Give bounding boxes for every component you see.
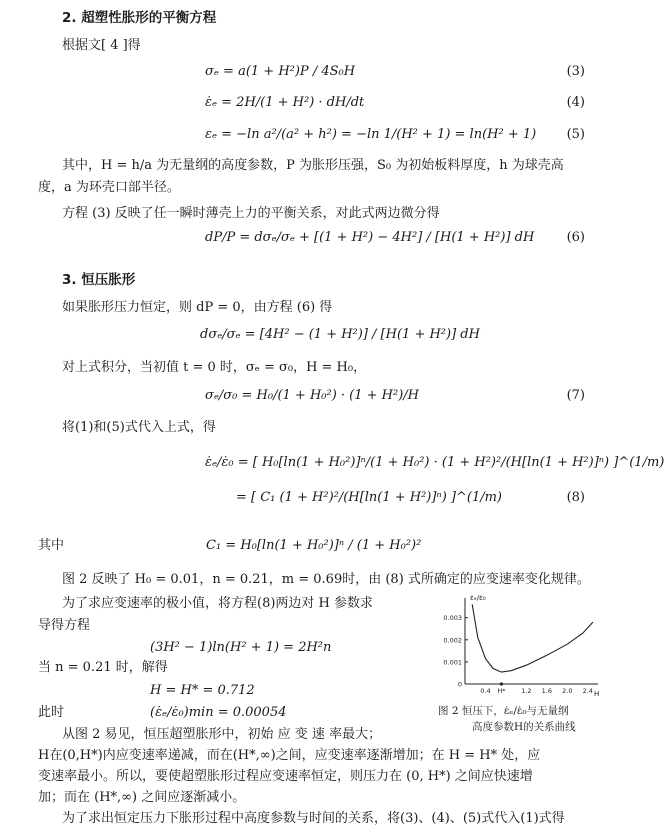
x-tick-label-2: 1.2 — [521, 687, 532, 695]
figure-observation-line-3: 变速率最小。所以，要使超塑胀形过程应变速率恒定，则压力在 (0, H*) 之间应快速增 — [38, 769, 533, 784]
definitions-line-2: 度，a 为环壳口部半径。 — [38, 180, 180, 195]
y-tick-label-0: 0.003 — [443, 614, 462, 623]
figure-2-chart — [430, 592, 605, 702]
minimum-intro-line-1: 为了求应变速率的极小值，将方程(8)两边对 H 参数求 — [62, 596, 374, 611]
n-value-text: 当 n = 0.21 时，解得 — [38, 660, 168, 675]
y-tick-label-1: 0.002 — [443, 636, 462, 645]
eq3-explanation: 方程 (3) 反映了任一瞬时薄壳上力的平衡关系，对此式两边微分得 — [62, 206, 440, 221]
equation-7-number: (7) — [566, 388, 585, 403]
x-axis-label: H — [594, 690, 600, 698]
figure-2-description: 图 2 反映了 H₀ = 0.01，n = 0.21，m = 0.69时，由 (8) 式所确定的应变速率变化规律。 — [62, 572, 590, 587]
equation-3-number: (3) — [566, 64, 585, 79]
section-2-title: 2. 超塑性胀形的平衡方程 — [62, 10, 217, 26]
where-label: 其中 — [38, 538, 65, 553]
figure-observation-line-2: H在(0,H*)内应变速率递减，而在(H*,∞)之间，应变速率逐渐增加；在 H = H* 处，应 — [38, 748, 541, 763]
x-tick-label-1: H* — [497, 687, 506, 695]
definitions-line-1: 其中，H = h/a 为无量纲的高度参数，P 为胀形压强，S₀ 为初始板料厚度，h 为球壳高 — [62, 158, 564, 173]
equation-4-number: (4) — [566, 95, 585, 110]
equation-7: σₑ/σ₀ = H₀/(1 + H₀²) · (1 + H²)/H — [205, 388, 420, 403]
equation-dsigma: dσₑ/σₑ = [4H² − (1 + H²)] / [H(1 + H²)] dH — [200, 327, 480, 342]
equation-6: dP/P = dσₑ/σₑ + [(1 + H²) − 4H²] / [H(1 + H²)] dH — [205, 230, 535, 245]
equation-derivative: (3H² − 1)ln(H² + 1) = 2H²n — [150, 640, 332, 655]
y-axis-label: ε̇ₑ/ε̇₀ — [470, 594, 486, 602]
x-tick-label-3: 1.6 — [541, 687, 553, 695]
figure-observation-line-4: 加；而在 (H*,∞) 之间应逐渐减小。 — [38, 790, 246, 805]
final-paragraph: 为了求出恒定压力下胀形过程中高度参数与时间的关系，将(3)、(4)、(5)式代入(1)式得 — [62, 811, 565, 826]
equation-4: ε̇ₑ = 2H/(1 + H²) · dH/dt — [205, 95, 365, 110]
integration-condition: 对上式积分，当初值 t = 0 时，σₑ = σ₀，H = H₀， — [62, 360, 367, 375]
equation-minimum: (ε̇ₑ/ε̇₀)min = 0.00054 — [150, 705, 287, 720]
minimum-intro-line-2: 导得方程 — [38, 618, 91, 633]
substitution-text: 将(1)和(5)式代入上式，得 — [62, 420, 216, 435]
figure-2-caption-line-1: 图 2 恒压下，ε̇ₑ/ε̇₀与无量纲 — [438, 705, 569, 717]
equation-8-number: (8) — [566, 490, 585, 505]
equation-8-line-2: = [ C₁ (1 + H²)²/(H[ln(1 + H²)]ⁿ) ]^(1/m) — [236, 490, 502, 505]
equation-5-number: (5) — [566, 127, 585, 142]
equation-3: σₑ = a(1 + H²)P / 4S₀H — [205, 64, 356, 79]
h-star-marker — [500, 682, 503, 685]
section-2-lead: 根据文[ 4 ]得 — [62, 38, 141, 53]
section-3-lead: 如果胀形压力恒定，则 dP = 0，由方程 (6) 得 — [62, 300, 333, 315]
equation-6-number: (6) — [566, 230, 585, 245]
strain-rate-curve — [472, 604, 593, 672]
y-tick-label-3: 0 — [457, 680, 462, 689]
equation-5: εₑ = −ln a²/(a² + h²) = −ln 1/(H² + 1) = ln(H² + 1) — [205, 127, 537, 142]
x-tick-label-4: 2.0 — [562, 687, 573, 695]
equation-h-star: H = H* = 0.712 — [150, 683, 255, 698]
equation-c1: C₁ = H₀[ln(1 + H₀²)]ⁿ / (1 + H₀²)² — [206, 538, 422, 553]
x-tick-label-0: 0.4 — [480, 687, 491, 695]
y-tick-label-2: 0.001 — [443, 658, 462, 667]
figure-observation-line-1: 从图 2 易见，恒压超塑胀形中，初始 应 变 速 率最大； — [62, 727, 382, 742]
equation-8-line-1: ε̇ₑ/ε̇₀ = [ H₀[ln(1 + H₀²)]ⁿ/(1 + H₀²) · (1 + H²)²/(H[ln(1 + H²)]ⁿ) ]^(1/m) — [205, 455, 664, 470]
at-this-label: 此时 — [38, 705, 65, 720]
x-tick-label-5: 2.4 — [582, 687, 593, 695]
figure-2-caption-line-2: 高度参数H的关系曲线 — [472, 721, 576, 733]
section-3-title: 3. 恒压胀形 — [62, 272, 136, 288]
